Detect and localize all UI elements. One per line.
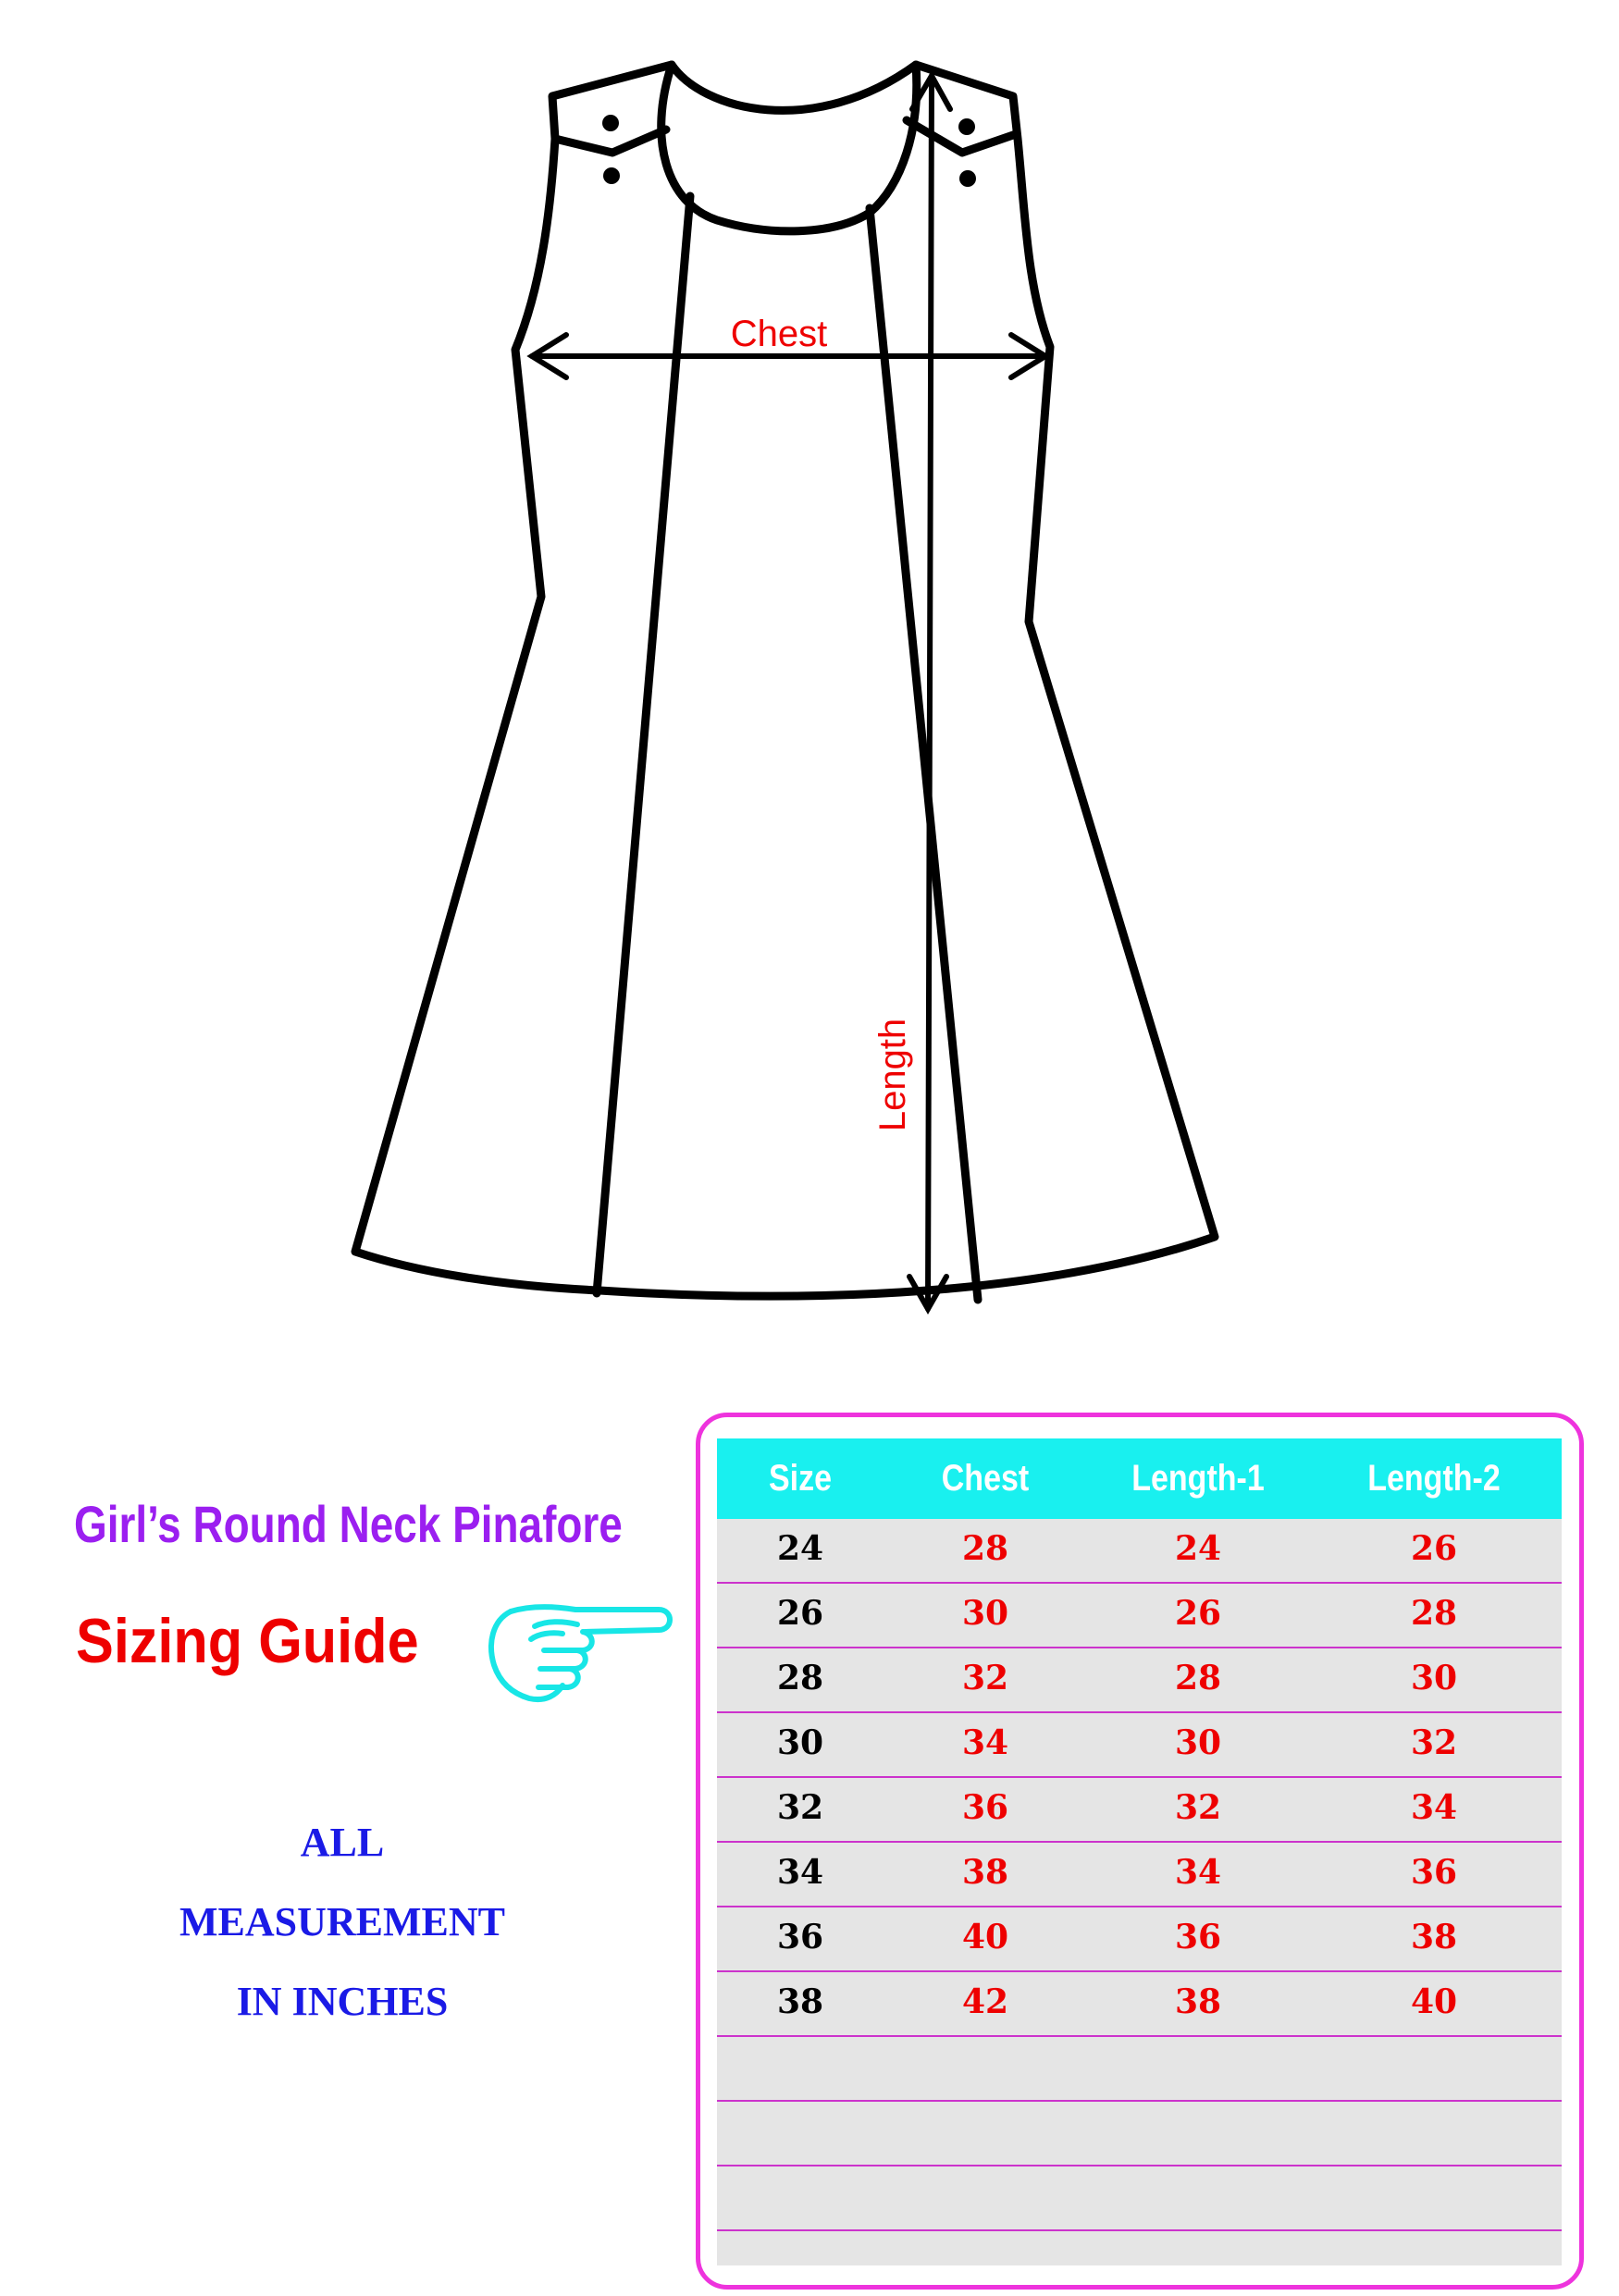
cell-size: 30: [776, 1723, 824, 1762]
cell-chest: 42: [961, 1982, 1009, 2021]
cell-chest: 28: [961, 1529, 1009, 1568]
header-length-2: Length-2: [1367, 1458, 1501, 1499]
dress-outline: [355, 65, 1215, 1296]
cell-length-2: 36: [1410, 1853, 1458, 1892]
table-row: [717, 2102, 1562, 2166]
sizing-guide-title: Sizing Guide: [76, 1606, 419, 1676]
table-row: [717, 2166, 1562, 2231]
table-row: [717, 1843, 1562, 1907]
cell-length-1: 30: [1174, 1723, 1222, 1762]
cell-length-1: 26: [1174, 1594, 1222, 1633]
table-row: [717, 1519, 1562, 1584]
cell-length-1: 38: [1174, 1982, 1222, 2021]
button-dot: [958, 118, 975, 135]
cell-size: 34: [776, 1853, 824, 1892]
cell-chest: [893, 2102, 1078, 2165]
cell-length-1: 34: [1174, 1853, 1222, 1892]
cell-size: 26: [776, 1594, 824, 1633]
left-shoulder-tab: [555, 130, 666, 153]
cell-chest: 34: [961, 1723, 1009, 1762]
cell-length-2: [1341, 2166, 1526, 2229]
note-line-all: ALL: [300, 1820, 385, 1865]
button-dot: [603, 167, 620, 184]
cell-length-2: 28: [1410, 1594, 1458, 1633]
cell-length-1: 36: [1174, 1918, 1222, 1957]
table-row: [717, 1584, 1562, 1648]
cell-length-1: [1106, 2037, 1291, 2100]
cell-length-2: 38: [1410, 1918, 1458, 1957]
cell-size: [745, 2166, 856, 2229]
header-chest: Chest: [941, 1458, 1030, 1499]
note-line-inches: IN INCHES: [236, 1979, 449, 2024]
cell-size: 32: [776, 1788, 824, 1827]
cell-size: [745, 2037, 856, 2100]
cell-length-2: [1341, 2102, 1526, 2165]
cell-length-2: 32: [1410, 1723, 1458, 1762]
cell-size: 38: [776, 1982, 824, 2021]
cell-chest: [893, 2037, 1078, 2100]
cell-length-1: 32: [1174, 1788, 1222, 1827]
cell-chest: 32: [961, 1659, 1009, 1697]
note-line-measurement: MEASUREMENT: [179, 1899, 506, 1944]
chest-label: Chest: [730, 314, 828, 354]
length-label: Length: [872, 1018, 913, 1132]
right-panel-seam: [870, 208, 978, 1300]
table-row: [717, 1778, 1562, 1843]
cell-length-2: 40: [1410, 1982, 1458, 2021]
table-row: [717, 2037, 1562, 2102]
cell-length-2: 34: [1410, 1788, 1458, 1827]
pointing-hand-icon: [474, 1593, 677, 1715]
table-row: [717, 1713, 1562, 1778]
cell-length-2: [1341, 2037, 1526, 2100]
length-arrow: [928, 76, 932, 1309]
cell-chest: [893, 2166, 1078, 2229]
header-length-1: Length-1: [1131, 1458, 1265, 1499]
cell-size: 36: [776, 1918, 824, 1957]
table-row: [717, 1907, 1562, 1972]
left-panel-seam: [597, 196, 690, 1293]
button-dot: [602, 115, 619, 131]
cell-length-1: 24: [1174, 1529, 1222, 1568]
table-header: [717, 1438, 1562, 1519]
cell-length-1: 28: [1174, 1659, 1222, 1697]
button-dot: [959, 170, 976, 187]
header-size: Size: [768, 1458, 833, 1499]
cell-length-2: 26: [1410, 1529, 1458, 1568]
cell-chest: 36: [961, 1788, 1009, 1827]
cell-size: 24: [776, 1529, 824, 1568]
cell-chest: 40: [961, 1918, 1009, 1957]
cell-length-1: [1106, 2166, 1291, 2229]
cell-size: 28: [776, 1659, 824, 1697]
size-table: [717, 1438, 1562, 2265]
cell-chest: 38: [961, 1853, 1009, 1892]
table-row: [717, 1972, 1562, 2037]
cell-chest: 30: [961, 1594, 1009, 1633]
cell-length-2: 30: [1410, 1659, 1458, 1697]
table-row: [717, 1648, 1562, 1713]
cell-length-1: [1106, 2102, 1291, 2165]
product-title: Girl’s Round Neck Pinafore: [74, 1495, 623, 1553]
cell-size: [745, 2102, 856, 2165]
